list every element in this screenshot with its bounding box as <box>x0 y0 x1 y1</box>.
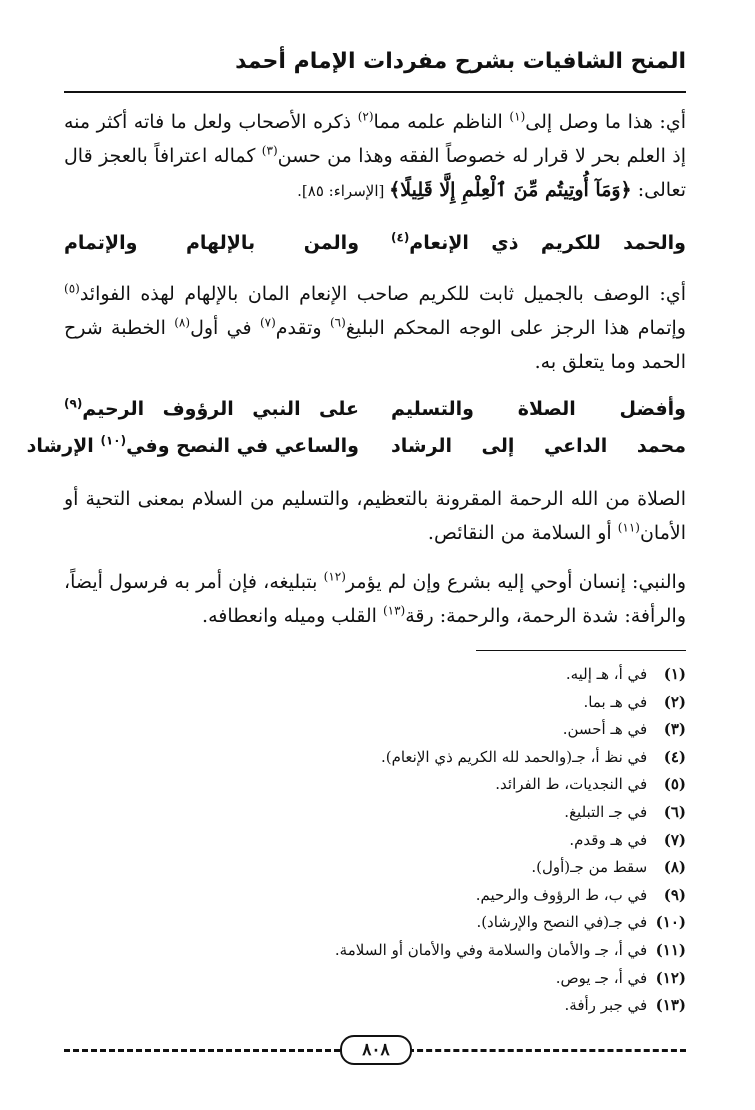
hemistich-text: على النبي الرؤوف الرحيم <box>82 398 359 420</box>
footnote-item <box>64 799 686 827</box>
commentary-paragraph-3 <box>64 482 686 550</box>
paragraph-text: أو السلامة من النقائص. <box>427 522 618 544</box>
paragraph-text: الناظم علمه مما <box>373 111 510 133</box>
footnote-number: (٧) <box>663 830 686 849</box>
running-header: المنح الشافيات بشرح مفردات الإمام أحمد <box>235 49 686 74</box>
paragraph-text: ذكره الأصحاب ولعل ما فاته أكثر منه إذ العلم بحر لا قرار له خصوصاً الفقه وهذا من حسن <box>64 111 686 167</box>
footnote-text: في هـ أحسن. <box>562 720 648 739</box>
footnote-number: (١٠) <box>655 913 686 932</box>
footnote-item <box>64 716 686 744</box>
footnote-item <box>64 771 686 799</box>
footnote-text: في جـ(في النصح والإرشاد). <box>476 913 648 932</box>
footnote-item <box>64 689 686 717</box>
footnote-item <box>64 937 686 965</box>
footnote-ref-10: (١٠) <box>100 433 127 448</box>
footnote-number: (٦) <box>663 802 686 821</box>
paragraph-text: وإتمام هذا الرجز على الوجه المحكم البليغ <box>345 317 686 339</box>
page-footer <box>64 1035 686 1065</box>
footnote-number: (١١) <box>655 940 686 959</box>
footnote-text: في ب، ط الرؤوف والرحيم. <box>475 885 648 904</box>
footnote-item <box>64 827 686 855</box>
footnote-text: في جبر رأفة. <box>564 996 648 1015</box>
hemistich-first <box>391 225 686 261</box>
footnote-text: في أ، جـ والأمان والسلامة وفي والأمان أو السلامة. <box>334 940 648 959</box>
book-page <box>26 45 687 1085</box>
hemistich-text: والحمد للكريم ذي الإنعام <box>409 232 686 254</box>
footer-ornament-left <box>64 1049 340 1052</box>
hemistich-second <box>26 428 359 464</box>
footnote-text: في هـ بما. <box>583 692 648 711</box>
footnote-item <box>64 882 686 910</box>
hemistich-text: والمن بالإلهام والإتمام <box>64 232 359 254</box>
commentary-paragraph-2 <box>64 277 686 379</box>
footnote-ref-12: (١٢) <box>323 569 346 584</box>
footnote-text: في هـ وقدم. <box>569 830 648 849</box>
footnote-number: (٩) <box>663 885 686 904</box>
footnote-text: سقط من جـ(أول). <box>531 858 648 877</box>
paragraph-text: في أول <box>190 317 260 339</box>
paragraph-text: وتقدم <box>275 317 330 339</box>
paragraph-text: الصلاة من الله الرحمة المقرونة بالتعظيم، والتسليم من السلام بمعنى التحية أو الأمان <box>64 488 686 544</box>
footnote-number: (٨) <box>663 858 686 877</box>
footnote-number: (٥) <box>663 775 686 794</box>
footnote-text: في أ، هـ إليه. <box>565 665 648 683</box>
footnote-number: (١٢) <box>655 968 686 987</box>
paragraph-text: كماله اعترافاً بالعجز قال تعالى: <box>64 145 686 201</box>
footnote-item <box>64 854 686 882</box>
footnote-item <box>64 661 686 689</box>
footnote-number: (٢) <box>663 692 686 711</box>
footer-ornament-right <box>408 1049 686 1052</box>
footnote-item <box>64 909 686 937</box>
paragraph-text: أي: الوصف بالجميل ثابت للكريم صاحب الإنعام المان بالإلهام لهذه الفوائد <box>79 283 686 305</box>
footnote-number: (٣) <box>663 720 686 739</box>
hemistich-text: والساعي في النصح وفي <box>126 435 359 457</box>
header-rule <box>64 91 686 93</box>
footnote-ref-3: (٣) <box>261 143 278 158</box>
hemistich-first <box>391 428 686 464</box>
footnote-ref-4: (٤) <box>391 230 410 245</box>
page-number: ٨٠٨ <box>340 1035 412 1065</box>
paragraph-text: بتبليغه، فإن أمر به فرسول أيضاً، والرأفة: شدة الرحمة، والرحمة: رقة <box>64 571 686 627</box>
footnote-text: في جـ التبليغ. <box>564 802 648 821</box>
hemistich-second <box>64 225 359 261</box>
commentary-paragraph-4 <box>64 565 686 633</box>
hemistich-text: محمد الداعي إلى الرشاد <box>391 435 686 457</box>
footnote-number: (١٣) <box>655 996 686 1015</box>
poem-verse-3 <box>26 428 686 464</box>
paragraph-text: أي: هذا ما وصل إلى <box>525 111 686 133</box>
footnote-ref-11: (١١) <box>617 520 640 535</box>
poem-verse-1 <box>64 225 686 261</box>
footnote-ref-8: (٨) <box>174 315 191 330</box>
footnote-item <box>64 965 686 993</box>
footnote-ref-2: (٢) <box>357 109 374 124</box>
footnote-ref-13: (١٣) <box>382 603 406 618</box>
paragraph-text: القلب وميله وانعطافه. <box>202 605 383 627</box>
footnote-text: في النجديات، ط الفرائد. <box>495 775 648 794</box>
footnote-number: (٤) <box>663 747 686 766</box>
footnote-number: (١) <box>663 665 686 683</box>
poem-verse-2 <box>64 391 686 427</box>
commentary-paragraph-1 <box>64 105 686 208</box>
paragraph-text: والنبي: إنسان أوحي إليه بشرع وإن لم يؤمر <box>345 571 687 593</box>
hemistich-text: الإرشاد <box>26 435 101 457</box>
footnote-ref-6: (٦) <box>329 315 346 330</box>
footnote-ref-9: (٩) <box>64 396 83 411</box>
footnote-ref-5: (٥) <box>64 281 80 296</box>
quran-verse: ﴿وَمَآ أُوتِيتُم مِّنَ ٱلْعِلْمِ إِلَّا قَلِيلًا﴾ <box>389 179 632 201</box>
footnote-ref-7: (٧) <box>259 315 276 330</box>
footnote-item <box>64 992 686 1020</box>
hemistich-first <box>391 391 686 427</box>
footnote-list <box>64 661 686 1020</box>
hemistich-text: وأفضل الصلاة والتسليم <box>391 398 686 420</box>
hemistich-second <box>64 391 359 427</box>
quran-citation: [الإسراء: ٨٥]. <box>297 182 390 200</box>
footnote-separator <box>476 650 686 651</box>
footnote-text: في نظ أ، جـ(والحمد لله الكريم ذي الإنعام). <box>380 747 648 766</box>
footnote-ref-1: (١) <box>509 109 526 124</box>
paragraph-text: الخطبة شرح الحمد وما يتعلق به. <box>64 317 686 373</box>
footnote-item <box>64 744 686 772</box>
footnote-text: في أ، جـ يوص. <box>555 968 648 987</box>
